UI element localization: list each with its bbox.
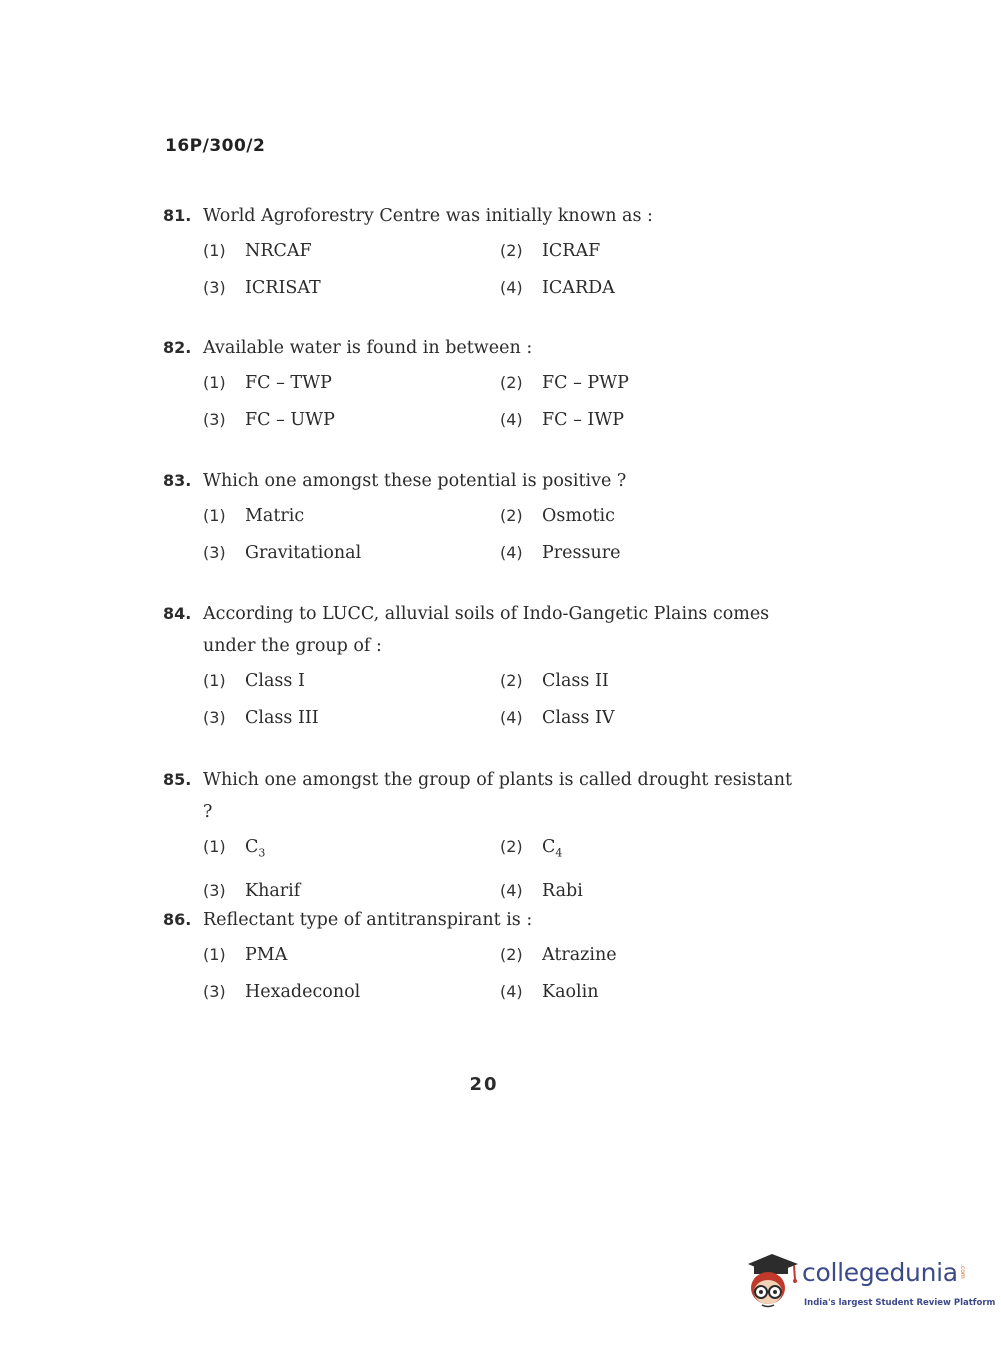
option-3: (3) Class III	[203, 708, 319, 728]
brand-watermark[interactable]	[742, 1250, 996, 1320]
option-4: (4) Class IV	[500, 708, 615, 728]
option-2: (2) Osmotic	[500, 506, 615, 526]
option-2: (2) ICRAF	[500, 241, 601, 261]
question-81	[163, 200, 803, 304]
option-1: (1) FC – TWP	[203, 373, 332, 393]
options-list	[203, 367, 803, 436]
brand-tagline: India's largest Student Review Platform	[804, 1298, 996, 1308]
option-3: (3) Gravitational	[203, 543, 362, 563]
option-4: (4) ICARDA	[500, 278, 615, 298]
option-4: (4) Pressure	[500, 543, 621, 563]
question-82	[163, 332, 803, 436]
question-number: 86.	[163, 910, 192, 929]
question-text: Which one amongst these potential is positive ?	[203, 471, 627, 491]
option-3: (3) Hexadeconol	[203, 982, 361, 1002]
option-1: (1) Class I	[203, 671, 305, 691]
question-text: According to LUCC, alluvial soils of Indo-Gangetic Plains comes under the group of :	[203, 604, 770, 656]
option-2: (2) $C_4$	[500, 837, 563, 860]
option-1: (1) NRCAF	[203, 241, 312, 261]
question-text: Which one amongst the group of plants is called drought resistant ?	[203, 770, 793, 822]
option-1: (1) Matric	[203, 506, 305, 526]
options-list	[203, 235, 803, 304]
option-4: (4) Kaolin	[500, 982, 599, 1002]
brand-domain-suffix: .com	[959, 1264, 966, 1279]
options-list	[203, 500, 803, 569]
question-85	[163, 764, 803, 907]
question-text: Available water is found in between :	[203, 338, 533, 358]
question-84	[163, 598, 803, 734]
option-3: (3) Kharif	[203, 880, 301, 901]
question-86	[163, 904, 803, 1008]
page-number: 20	[469, 1074, 499, 1095]
option-3: (3) FC – UWP	[203, 410, 335, 430]
brand-name: collegedunia	[802, 1258, 958, 1287]
option-1: (1) $C_3$	[203, 837, 266, 860]
options-list	[203, 831, 803, 907]
option-4: (4) FC – IWP	[500, 410, 625, 430]
paper-code: 16P/300/2	[165, 136, 266, 156]
options-list	[203, 939, 803, 1008]
question-number: 84.	[163, 604, 192, 623]
option-4: (4) Rabi	[500, 880, 583, 901]
option-3: (3) ICRISAT	[203, 278, 321, 298]
option-2: (2) Class II	[500, 671, 609, 691]
question-text: World Agroforestry Centre was initially known as :	[203, 206, 653, 226]
question-number: 82.	[163, 338, 192, 357]
option-2: (2) FC – PWP	[500, 373, 629, 393]
option-1: (1) PMA	[203, 945, 288, 965]
question-number: 85.	[163, 770, 192, 789]
question-number: 81.	[163, 206, 192, 225]
mascot-logo-icon	[742, 1250, 800, 1312]
option-2: (2) Atrazine	[500, 945, 617, 965]
question-number: 83.	[163, 471, 192, 490]
question-83	[163, 465, 803, 569]
question-text: Reflectant type of antitranspirant is :	[203, 910, 533, 930]
options-list	[203, 665, 803, 734]
